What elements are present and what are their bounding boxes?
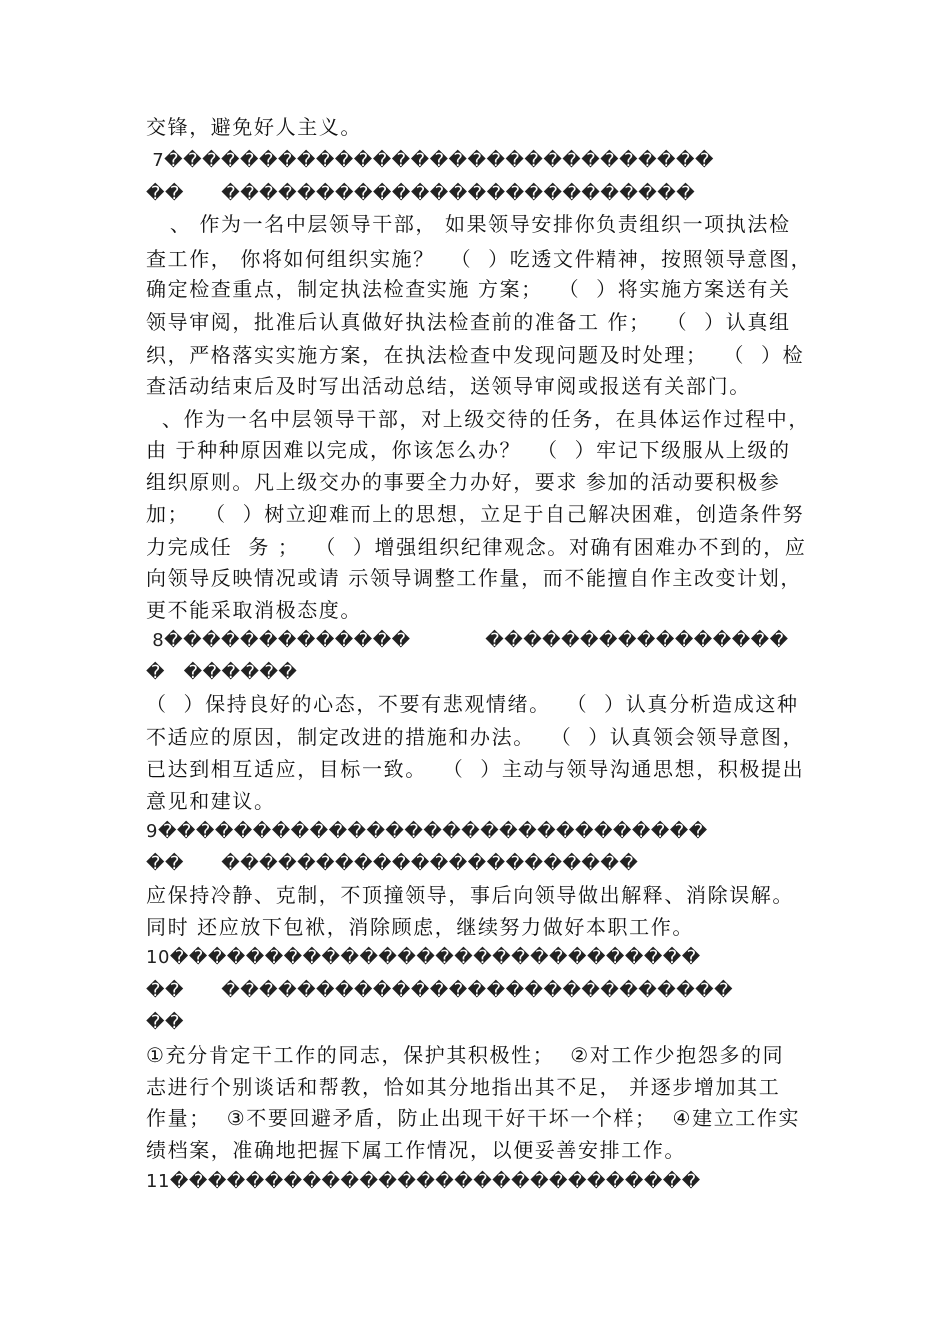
text-line: ①充分肯定干工作的同志，保护其积极性； ②对工作少抱怨多的同 — [146, 1043, 785, 1067]
text-line: 织，严格落实实施方案，在执法检查中发现问题及时处理； （ ）检 — [146, 343, 805, 367]
text-line: �� — [146, 1012, 184, 1033]
question-heading-11: 11���������������������������� — [146, 1171, 701, 1192]
text-line: 作量； ③不要回避矛盾，防止出现干好干坏一个样； ④建立工作实 — [146, 1106, 801, 1130]
text-line: 组织原则。凡上级交办的事要全力办好，要求 参加的活动要积极参 — [146, 470, 781, 494]
text-line: 确定检查重点，制定执法检查实施 方案； （ ）将实施方案送有关 — [146, 277, 791, 301]
text-line: �� ��������������������������� — [146, 980, 734, 1001]
text-line: 绩档案，准确地把握下属工作情况，以便妥善安排工作。 — [146, 1138, 686, 1162]
text-line: 力完成任 务 ； （ ）增强组织纪律观念。对确有困难办不到的，应 — [146, 535, 807, 559]
question-heading-8: 8������������� ���������������� — [146, 630, 789, 651]
question-heading-7: 7����������������������������� — [146, 150, 714, 171]
text-line: 加； （ ）树立迎难而上的思想，立足于自己解决困难，创造条件努 — [146, 502, 805, 526]
text-line: 、 作为一名中层领导干部， 如果领导安排你负责组织一项执法检 — [146, 212, 791, 236]
text-line: 意见和建议。 — [146, 789, 276, 813]
text-line: 志进行个别谈话和帮教，恰如其分地指出其不足， 并逐步增加其工 — [146, 1075, 781, 1099]
text-line: 不适应的原因，制定改进的措施和办法。 （ ）认真领会领导意图， — [146, 725, 805, 749]
text-line: （ ）保持良好的心态，不要有悲观情绪。 （ ）认真分析造成这种 — [146, 692, 799, 716]
text-line: 、作为一名中层领导干部，对上级交待的任务，在具体运作过程中， — [146, 407, 810, 431]
text-line: � ������ — [146, 662, 298, 683]
text-line: 查工作， 你将如何组织实施？ （ ）吃透文件精神，按照领导意图， — [146, 247, 813, 271]
text-line: �� ���������������������� — [146, 853, 639, 874]
text-line: 应保持冷静、克制，不顶撞领导，事后向领导做出解释、消除误解。 — [146, 883, 794, 907]
text-line: 由 于种种原因难以完成，你该怎么办？ （ ）牢记下级服从上级的 — [146, 438, 791, 462]
text-line: 更不能采取消极态度。 — [146, 598, 362, 622]
text-line: �� ������������������������� — [146, 183, 696, 204]
question-heading-10: 10���������������������������� — [146, 947, 701, 968]
text-line: 查活动结束后及时写出活动总结，送领导审阅或报送有关部门。 — [146, 374, 751, 398]
text-line: 领导审阅，批准后认真做好执法检查前的准备工 作； （ ）认真组 — [146, 310, 791, 334]
question-heading-9: 9����������������������������� — [146, 821, 708, 842]
text-line: 同时 还应放下包袱，消除顾虑，继续努力做好本职工作。 — [146, 915, 694, 939]
text-line: 交锋，避免好人主义。 — [146, 115, 362, 139]
text-line: 已达到相互适应，目标一致。 （ ）主动与领导沟通思想，积极提出 — [146, 757, 805, 781]
text-line: 向领导反映情况或请 示领导调整工作量，而不能擅自作主改变计划， — [146, 566, 802, 590]
